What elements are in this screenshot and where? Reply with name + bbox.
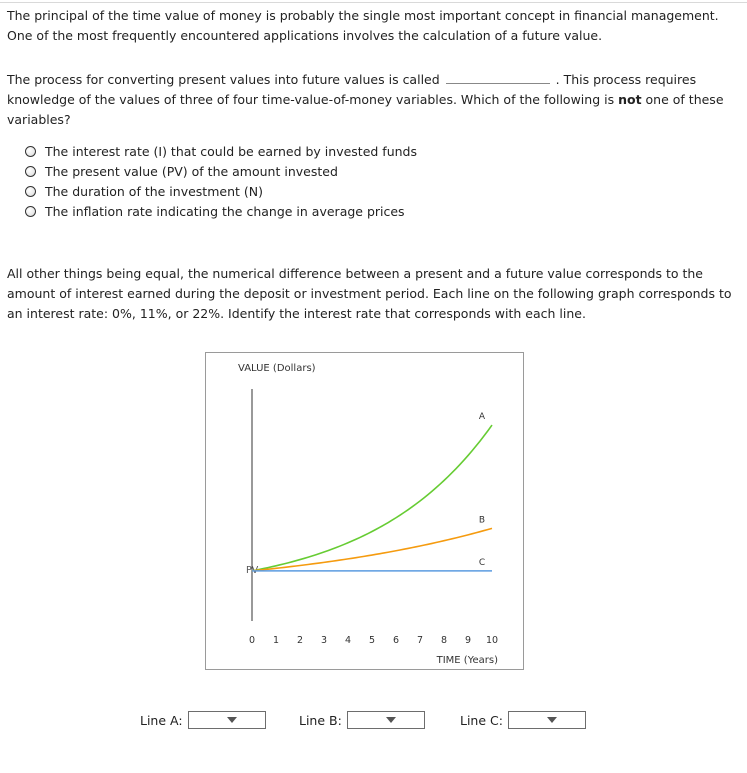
series-line-a (252, 425, 492, 571)
emphasis-not: not (618, 92, 642, 107)
x-tick-label: 9 (464, 635, 472, 646)
x-tick-label: 1 (272, 635, 280, 646)
line-a-select-group (140, 711, 266, 729)
option-present-value[interactable] (25, 161, 417, 181)
option-label: The present value (PV) of the amount invested (45, 163, 338, 179)
answer-blank[interactable] (446, 73, 550, 84)
option-interest-rate[interactable] (25, 141, 417, 161)
x-tick-label: 5 (368, 635, 376, 646)
answer-options (25, 141, 417, 221)
x-tick-label: 7 (416, 635, 424, 646)
question-text-before-blank: The process for converting present values into future values is called (7, 72, 440, 87)
x-tick-label: 6 (392, 635, 400, 646)
radio-button[interactable] (25, 166, 36, 177)
question-text-end: one of these variables? (7, 92, 724, 127)
series-label-a: A (478, 412, 486, 423)
x-tick-label: 3 (320, 635, 328, 646)
x-tick-label: 0 (248, 635, 256, 646)
series-label-b: B (478, 515, 486, 526)
series-line-b (252, 528, 492, 571)
option-label: The interest rate (I) that could be earned by invested funds (45, 143, 417, 159)
radio-button[interactable] (25, 206, 36, 217)
question-text-after-blank: . This process requires knowledge of the values of three of four time-value-of-money variables. Which of the following is (7, 72, 697, 107)
x-tick-label: 2 (296, 635, 304, 646)
radio-button[interactable] (25, 146, 36, 157)
line-c-dropdown[interactable] (508, 711, 586, 729)
future-value-chart (206, 353, 523, 669)
option-label: The inflation rate indicating the change in average prices (45, 203, 405, 219)
top-divider (0, 2, 747, 3)
question-paragraph (7, 70, 732, 130)
x-tick-label: 4 (344, 635, 352, 646)
x-tick-label: 10 (485, 635, 499, 646)
series-label-c: C (478, 557, 486, 568)
graph-instructions: All other things being equal, the numerical difference between a present and a future value corresponds to the amount of interest earned during the deposit or investment period. Each line on the following graph corresponds to an interest rate: 0%, 11%, or 22%. Identify the interest rate that corresponds with each line. (7, 266, 732, 321)
x-tick-label: 8 (440, 635, 448, 646)
radio-button[interactable] (25, 186, 36, 197)
chevron-down-icon (386, 717, 396, 723)
pv-label: PV (246, 564, 259, 576)
line-a-label: Line A: (140, 712, 183, 728)
chevron-down-icon (227, 717, 237, 723)
line-c-select-group (460, 711, 586, 729)
option-duration[interactable] (25, 181, 417, 201)
x-axis-label: TIME (Years) (436, 655, 498, 666)
line-b-dropdown[interactable] (347, 711, 425, 729)
option-inflation-rate[interactable] (25, 201, 417, 221)
chevron-down-icon (547, 717, 557, 723)
intro-paragraph: The principal of the time value of money is probably the single most important concept in financial management. One of the most frequently encountered applications involves the calculation of a future value. (7, 8, 719, 43)
line-c-label: Line C: (460, 712, 503, 728)
line-b-label: Line B: (299, 712, 342, 728)
line-a-dropdown[interactable] (188, 711, 266, 729)
line-b-select-group (299, 711, 425, 729)
option-label: The duration of the investment (N) (45, 183, 263, 199)
graph-panel (205, 352, 524, 670)
y-axis-label: VALUE (Dollars) (238, 363, 316, 374)
